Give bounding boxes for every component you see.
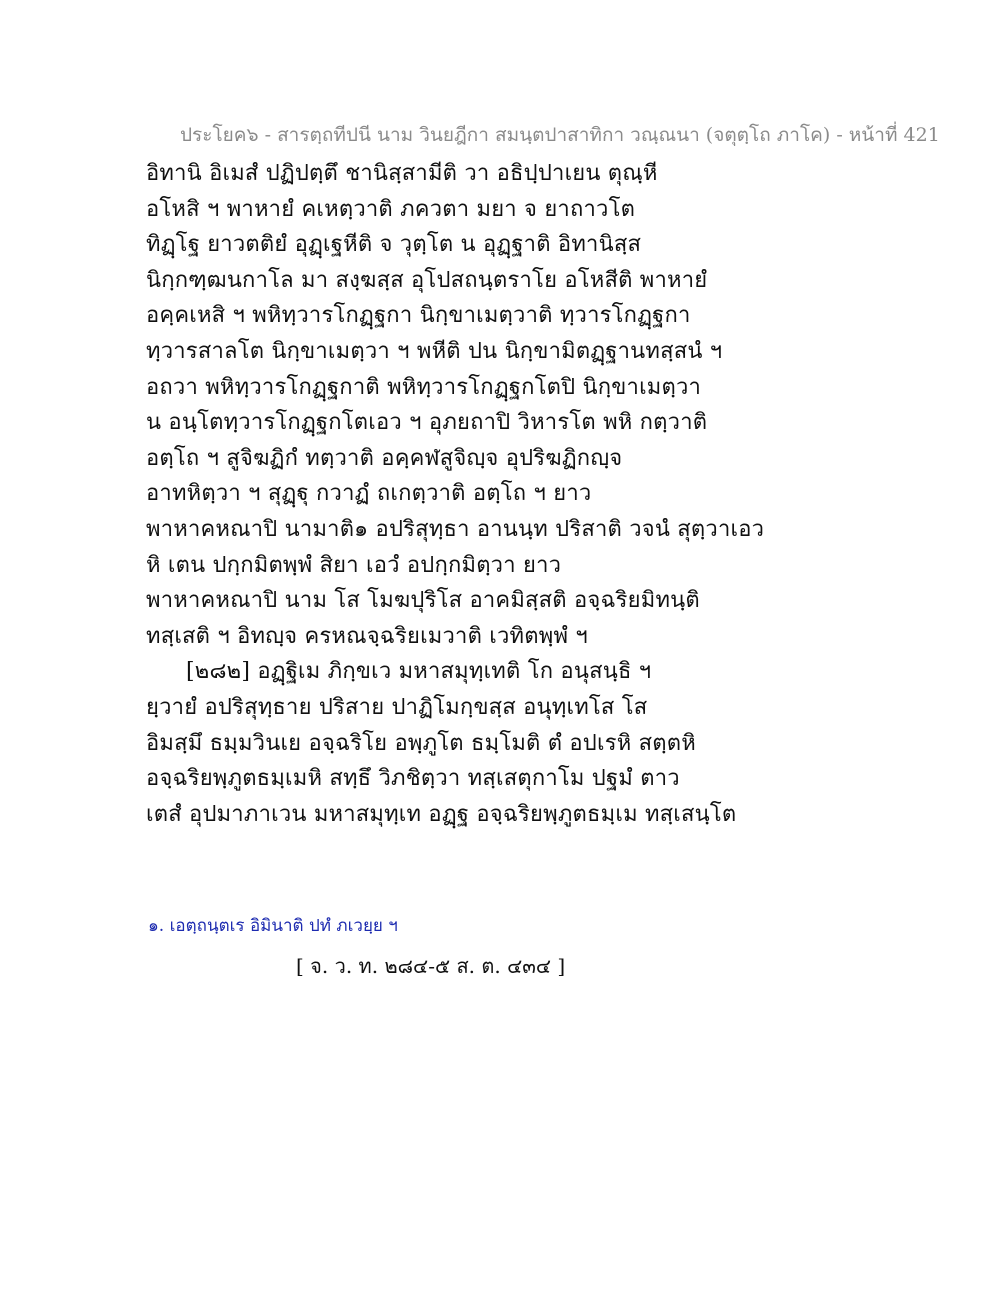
text-line: อโหสิ ฯ พาหายํ คเหตฺวาติ ภควตา มยา จ ยาถาวโต xyxy=(146,196,636,222)
text-line: พาหาคหณาปิ นามาติ๑ อปริสุทฺธา อานนฺท ปริสาติ วจนํ สุตฺวาเอว xyxy=(146,516,765,542)
footnote: ๑. เอตฺถนฺตเร อิมินาติ ปทํ ภเวยฺย ฯ xyxy=(148,916,398,936)
reference-citation: [ จ. ว. ท. ๒๘๔-๕ ส. ต. ๔๓๔ ] xyxy=(296,954,566,978)
text-line: อถวา พหิทฺวารโกฏฺฐกาติ พหิทฺวารโกฏฺฐกโตปิ นิกฺขาเมตฺวา xyxy=(146,374,702,400)
text-line: อจฺฉริยพฺภูตธมฺเมหิ สทฺธึ วิภชิตฺวา ทสฺเสตุกาโม ปฐมํ ตาว xyxy=(146,766,680,792)
text-line: พาหาคหณาปิ นาม โส โมฆปุริโส อาคมิสฺสติ อจฺฉริยมิทนฺติ xyxy=(146,588,700,614)
paragraph-start-line: [๒๘๒] อฏฺฐิเม ภิกฺขเว มหาสมุทฺเทติ โก อนุสนฺธิ ฯ xyxy=(186,659,652,685)
text-line: ทิฏฺโฐ ยาวตติยํ อุฏฺเฐหีติ จ วุตฺโต น อุฏฺฐาติ อิทานิสฺส xyxy=(146,232,642,258)
text-line: อตฺโถ ฯ สูจิฆฏิกํ ทตฺวาติ อคฺคฬสูจิญฺจ อุปริฆฏิกญฺจ xyxy=(146,445,623,471)
text-line: อคฺคเหสิ ฯ พหิทฺวารโกฏฺฐกา นิกฺขาเมตฺวาติ ทฺวารโกฏฺฐกา xyxy=(146,303,691,329)
text-line: นิกฺกฑฺฒนกาโล มา สงฺฆสฺส อุโปสถนฺตราโย อโหสีติ พาหายํ xyxy=(146,267,708,293)
text-line: อิทานิ อิเมสํ ปฏิปตฺตึ ชานิสฺสามีติ วา อธิปฺปาเยน ตุณฺหี xyxy=(146,161,658,186)
text-line: อาทหิตฺวา ฯ สุฏฺฐุ กวาฏํ ถเกตฺวาติ อตฺโถ ฯ ยาว xyxy=(146,481,592,507)
text-line: หิ เตน ปกฺกมิตพฺพํ สิยา เอวํ อปกฺกมิตฺวา ยาว xyxy=(146,552,562,578)
page-header: ประโยค๖ - สารตฺถทีปนี นาม วินยฎีกา สมนฺตปาสาทิกา วณฺณนา (จตุตฺโถ ภาโค) - หน้าที่ 421 xyxy=(180,124,940,146)
body-text xyxy=(146,156,866,832)
text-line: ยฺวายํ อปริสุทฺธาย ปริสาย ปาฏิโมกฺขสฺส อนุทฺเทโส โส xyxy=(146,694,648,720)
text-line: น อนฺโตทฺวารโกฏฺฐกโตเอว ฯ อุภยถาปิ วิหารโต พหิ กตฺวาติ xyxy=(146,410,708,436)
text-line: ทฺวารสาลโต นิกฺขาเมตฺวา ฯ พหีติ ปน นิกฺขามิตฏฺฐานทสฺสนํ ฯ xyxy=(146,338,723,364)
text-line: ทสฺเสติ ฯ อิทญฺจ ครหณจฺฉริยเมวาติ เวทิตพฺพํ ฯ xyxy=(146,623,588,649)
text-line: เตสํ อุปมาภาเวน มหาสมุทฺเท อฏฺฐ อจฺฉริยพฺภูตธมฺเม ทสฺเสนฺโต xyxy=(146,801,737,827)
text-line: อิมสฺมึ ธมฺมวินเย อจฺฉริโย อพฺภูโต ธมฺโมติ ตํ อปเรหิ สตฺตหิ xyxy=(146,730,696,756)
